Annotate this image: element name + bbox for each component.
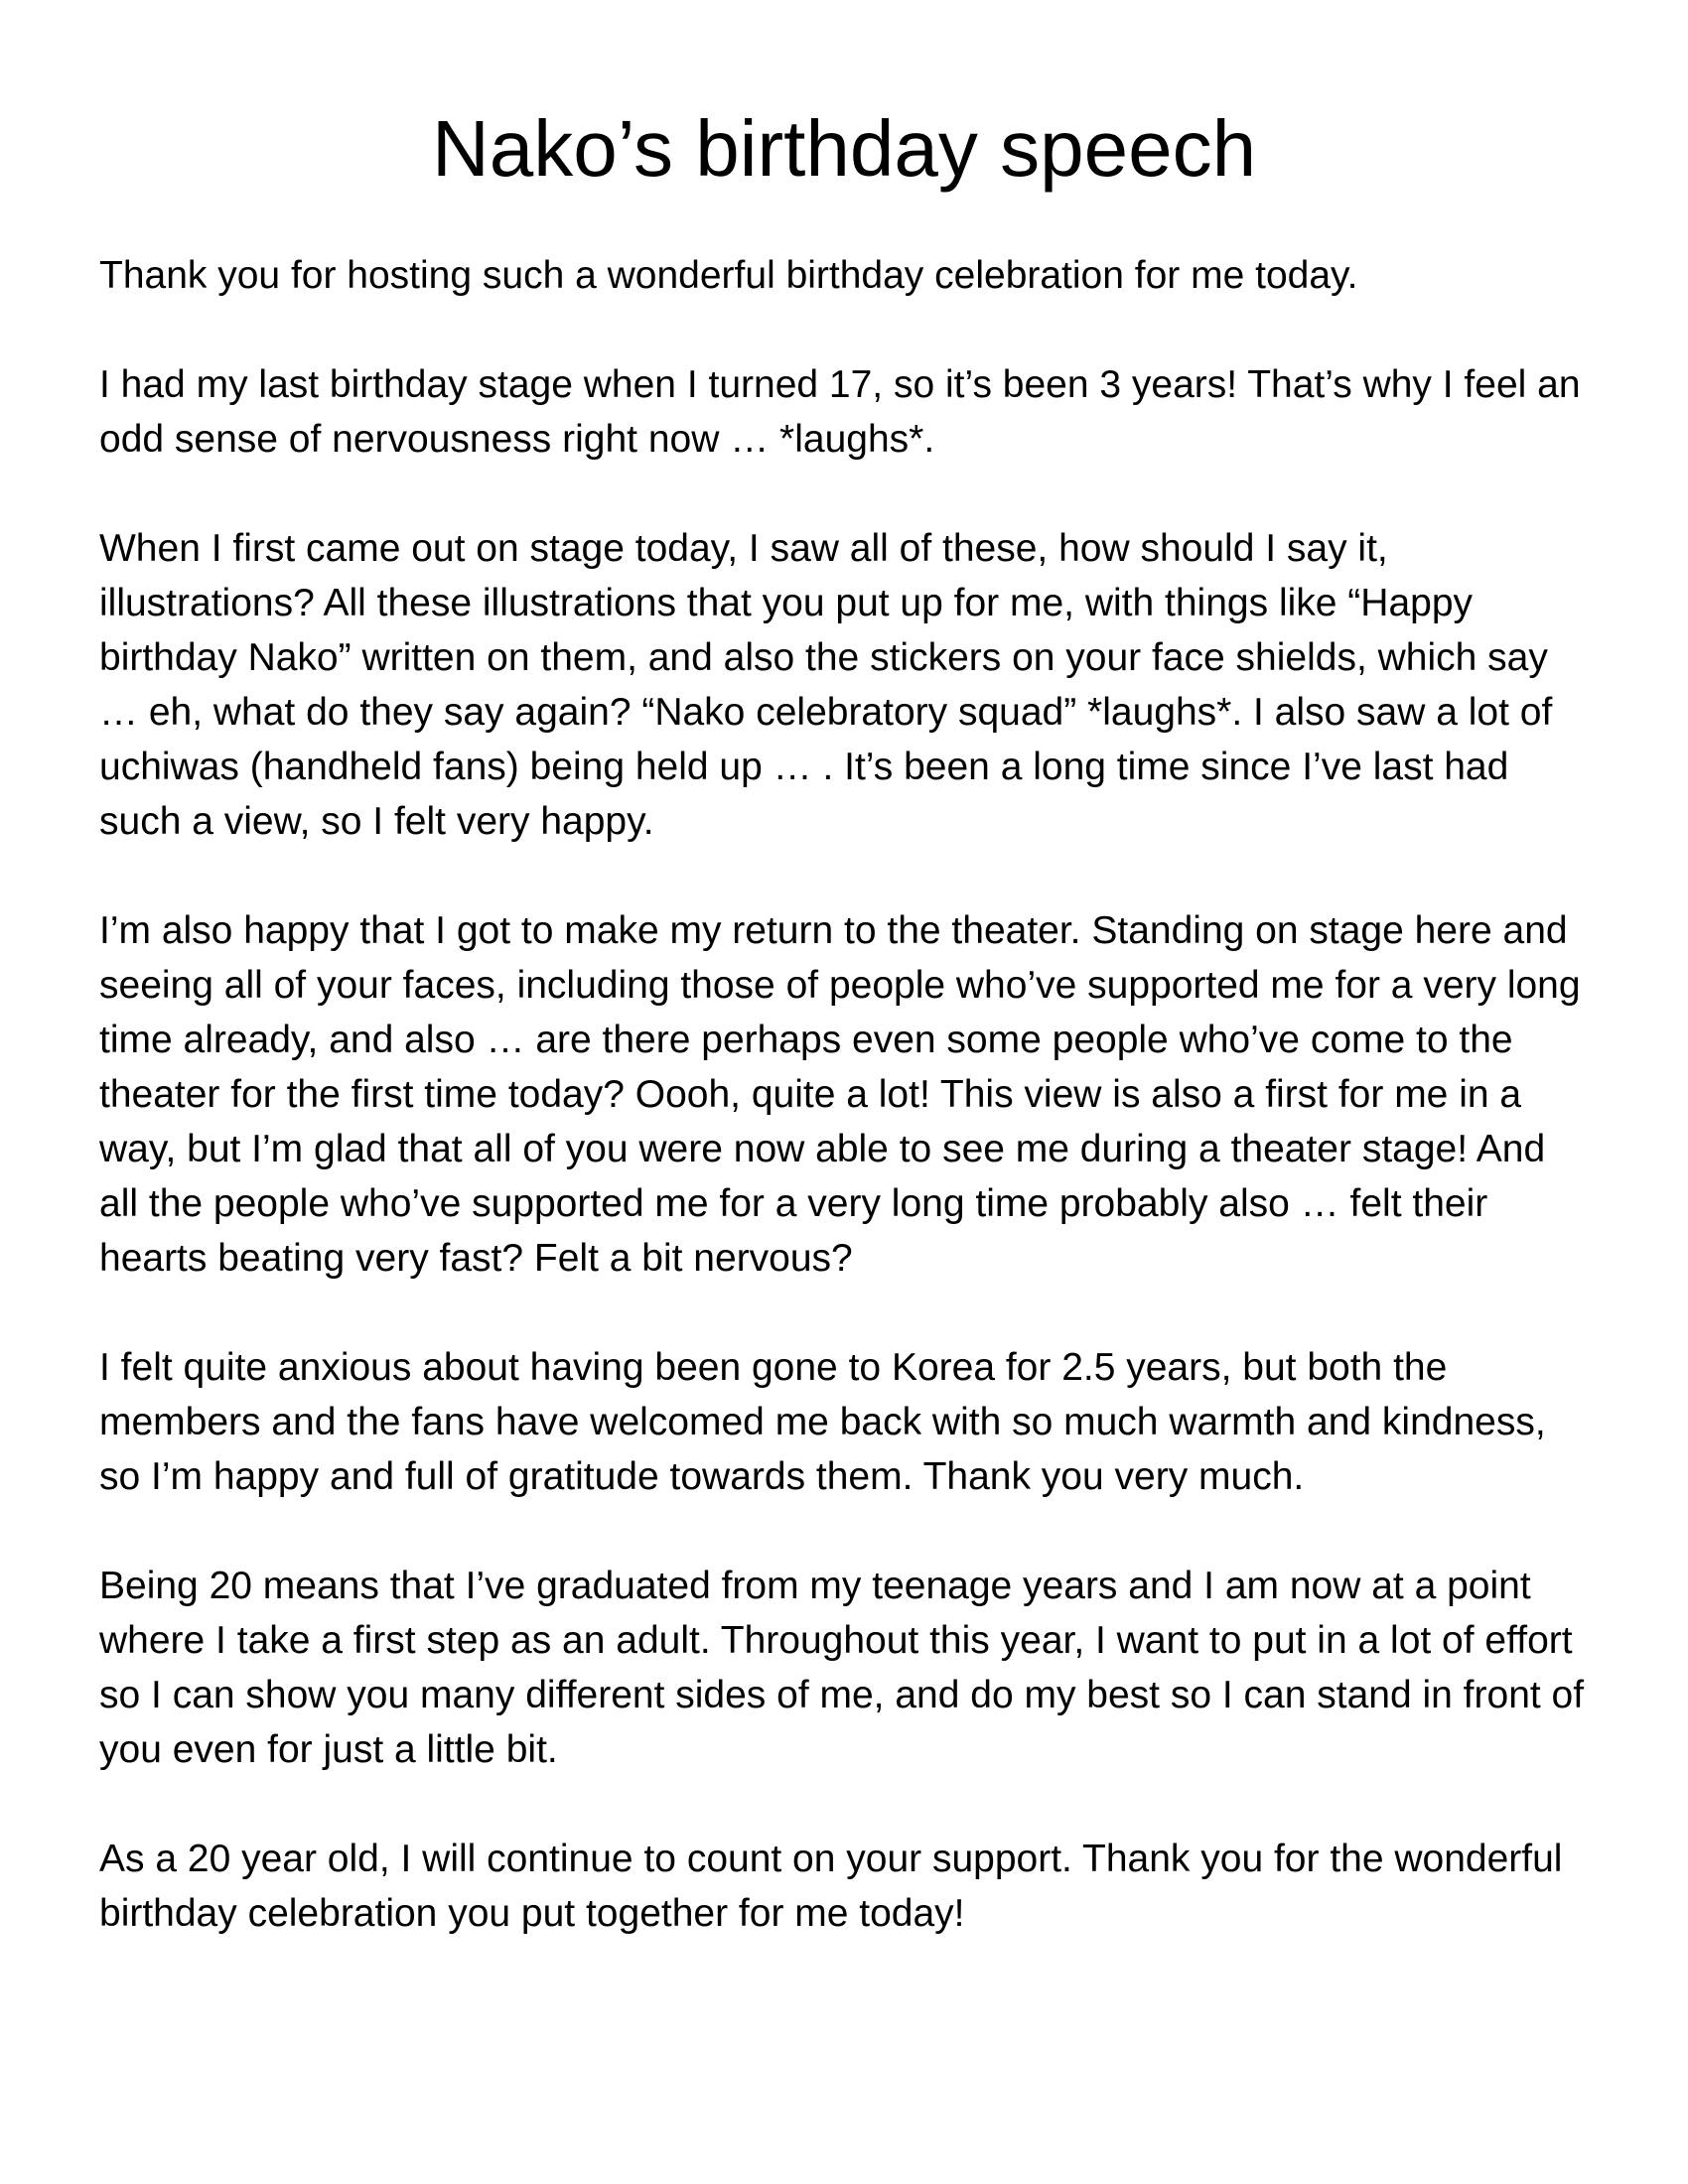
paragraph: I’m also happy that I got to make my return to the theater. Standing on stage here and seeing all of your faces, including those of people who’ve supported me for a very long time already, and also … are there perhaps even some people who’ve come to the theater for the first time today? Oooh, quite a lot! This view is also a first for me in a way, but I’m glad that all of you were now able to see me during a theater stage! And all the people who’ve supported me for a very long time probably also … felt their hearts beating very fast? Felt a bit nervous?: [99, 909, 1581, 1280]
paragraph: I had my last birthday stage when I turned 17, so it’s been 3 years! That’s why I feel an odd sense of nervousness right now … *laughs*.: [99, 363, 1581, 461]
paragraph: When I first came out on stage today, I saw all of these, how should I say it, illustrations? All these illustrations that you put up for me, with things like “Happy birthday Nako” written on them, and also the stickers on your face shields, which say … eh, what do they say again? “Nako celebratory squad” *laughs*. I also saw a lot of uchiwas (handheld fans) being held up … . It’s been a long time since I’ve last had such a view, so I felt very happy.: [99, 527, 1553, 843]
paragraph: As a 20 year old, I will continue to count on your support. Thank you for the wonderful birthday celebration you put together for me today!: [99, 1838, 1563, 1935]
paragraph: Being 20 means that I’ve graduated from my teenage years and I am now at a point where I take a first step as an adult. Throughout this year, I want to put in a lot of effort so I can show you many different sides of me, and do my best so I can stand in front of you even for just a little bit.: [99, 1565, 1585, 1771]
document-title: Nako’s birthday speech: [431, 104, 1257, 193]
document-body: [99, 248, 1589, 1941]
paragraph: I felt quite anxious about having been gone to Korea for 2.5 years, but both the members and the fans have welcomed me back with so much warmth and kindness, so I’m happy and full of gratitude towards them. Thank you very much.: [99, 1346, 1546, 1498]
paragraph: Thank you for hosting such a wonderful birthday celebration for me today.: [99, 254, 1358, 297]
